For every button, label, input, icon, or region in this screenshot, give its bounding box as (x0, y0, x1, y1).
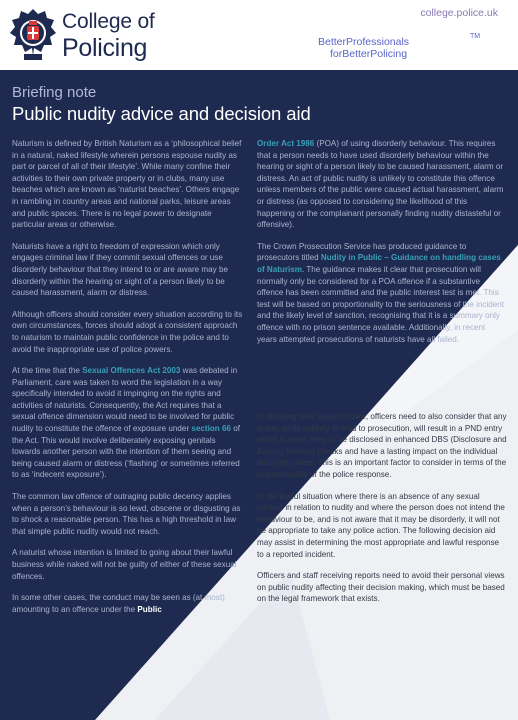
left-paragraph-2: Naturists have a right to freedom of expression which only engages criminal law if they commit sexual offences or use disorderly behaviour that they intend to or are aware may be disorderly within the hearing or sight of a person likely to be caused harassment, alarm or distress. (12, 241, 228, 298)
left-paragraph-1: Naturism is defined by British Naturism as a ‘philosophical belief in a natural, naked lifestyle wherein persons espouse nudity as part or parcel of all of their lifestyle’. While many confine their activities to their own private property or in clubs, many use beaches which are known as ‘naturist beaches’. Others engage in rambling in country areas and national parks, leisure areas and public spaces. There is no legal power to designate particular areas or otherwise. (12, 139, 242, 230)
tagline-line-2: forBetterPolicing (330, 48, 408, 60)
cps-guidance-link[interactable]: Nudity in Public – Guidance on handling cases of Naturism (257, 253, 501, 274)
left-paragraph-4 (12, 365, 244, 481)
section-66-link[interactable]: section 66 (191, 424, 231, 434)
p4-text-pre: At the time that the (12, 366, 83, 376)
header (0, 0, 518, 70)
p7-text-pre: In some other cases, the conduct may be seen as (at most) amounting to an offence under the (12, 593, 225, 614)
right-paragraph-3: In deciding what action to take, officers need to also consider that any arrest, while unlikely to lead to prosecution, will result in a PND entry which is more likely to be disclosed in enhanced DBS (Disclosure and Barring Service) checks and have a lasting impact on the individual and their career. This is an important factor to consider in terms of the proportionality of the police response. (257, 412, 507, 479)
trademark-mark: TM (470, 33, 481, 40)
p4-text-post: of the Act. This would involve deliberately exposing genitals towards another person with the intention of them seeing and being caused alarm or distress (‘flashing’ or sometimes referred to as ‘indecent exposure’). (12, 424, 240, 480)
left-column (12, 138, 244, 625)
document-kicker: Briefing note (12, 84, 97, 101)
right-paragraph-1 (257, 138, 507, 231)
left-paragraph-5: The common law offence of outraging public decency applies when a person’s behaviour is so lewd, obscene or disgusting as to shock a reasonable person. This has a high threshold in law that simple public nudity would not reach. (12, 492, 241, 536)
left-paragraph-6: A naturist whose intention is limited to going about their lawful business while naked will not be guilty of either of these sexual offences. (12, 548, 237, 581)
left-paragraph-7 (12, 592, 244, 615)
right-paragraph-2 (257, 241, 507, 345)
public-order-act-link-end[interactable]: Order Act 1986 (257, 139, 315, 148)
right-column-lower (257, 411, 507, 615)
tagline-line-1: BetterProfessionals (318, 36, 410, 48)
right-paragraph-4: In the lawful situation where there is an absence of any sexual context in relation to nudity and where the person does not intend the behaviour to be, and is not aware that it may be disorderly, it will not be appropriate to take any police action. The following decision aid may assist in determining the most appropriate and lawful response to a reported incident. (257, 491, 505, 559)
right-p2-text-pre: The Crown Prosecution Service has produced guidance to prosecutors titled (257, 241, 467, 263)
right-column-upper (257, 138, 507, 355)
college-crest-icon (10, 8, 56, 62)
right-p1-text: (POA) of using disorderly behaviour. This requires that a person needs to have used disorderly behaviour within the hearing or sight of a person likely to be caused harassment, alarm or distress. An act of public nudity is unlikely to constitute this offence unless members of the public were caused actual harassment, alarm or distress (as opposed to considering the likelihood of this happening or the complainant personally finding nudity distasteful or offensive). (257, 139, 504, 230)
logo-text-policing: Policing (62, 34, 148, 62)
sexual-offences-act-link[interactable]: Sexual Offences Act 2003 (82, 366, 181, 376)
tagline (318, 36, 409, 60)
left-paragraph-3: Although officers should consider every situation according to its own circumstances, forces should adopt a consistent approach to naturism to maintain public confidence in the police and to avoid the inappropriate use of police powers. (12, 309, 243, 354)
p4-text-mid: was debated in Parliament, care was taken to word the legislation in a way specifically intended to avoid it impinging on the rights and activities of naturists. Consequently, the Act requires that a sexual offence dimension would need to be involved for public nudity to constitute the offence of exposure under (12, 366, 238, 434)
document-title: Public nudity advice and decision aid (12, 103, 311, 124)
right-paragraph-5: Officers and staff receiving reports need to avoid their personal views on public nudity affecting their decision making, which must be based on the legal framework that exists. (257, 571, 505, 604)
site-url-link[interactable]: college.police.uk (420, 7, 498, 19)
right-p2-text-post: . The guidance makes it clear that prosecution will normally only be considered for a POA offence if a substantive offence has been committed and the public interest test is met. This test will be based on proportionality to the seriousness of the incident and the likely level of sanction, recognising that it is a summary only offence with no prison sentence available. Additionally, in recent years attempted prosecutions of naturists have all failed. (257, 264, 505, 344)
logo-text-college: College of (62, 10, 155, 33)
public-order-act-link-start[interactable]: Public (137, 604, 162, 614)
